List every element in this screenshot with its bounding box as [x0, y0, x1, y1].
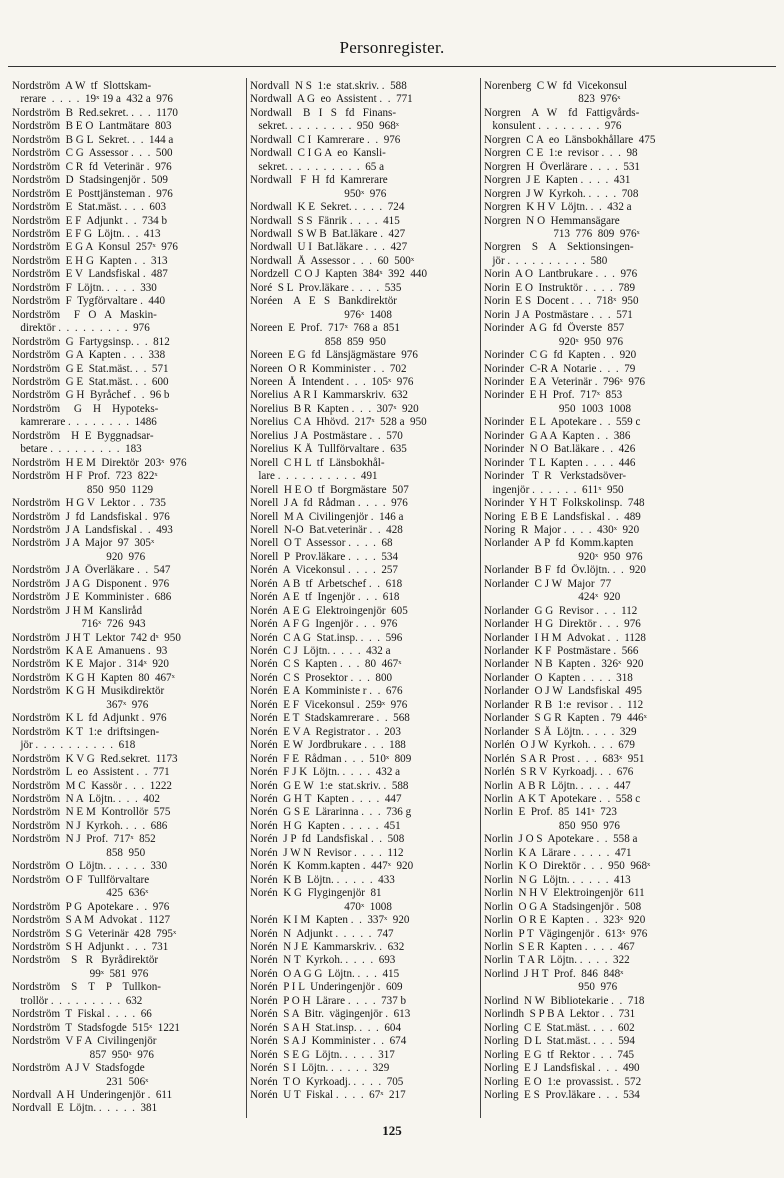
- register-entry-line: Norén E F Vicekonsul . 259ˣ 976: [250, 698, 408, 711]
- register-entry-line: Norlin K O Direktör . . . 950 968ˣ: [484, 860, 651, 873]
- register-entry-line: Norinder N O Bat.läkare . . 426: [484, 443, 636, 456]
- register-entry-line: Norgren C E 1:e revisor . . . 98: [484, 147, 638, 160]
- register-entry-line: Norelius J A Postmästare . . 570: [250, 429, 403, 442]
- register-entry-line: Norén S E G Löjtn. . . . . 317: [250, 1048, 395, 1061]
- register-entry-line: Norell N-O Bat.veterinär . . 428: [250, 523, 403, 536]
- register-entry-line: Nordström F O A Maskin-: [12, 308, 157, 321]
- register-entry-line: Nordström O F Tullförvaltare: [12, 873, 150, 886]
- register-entry-line: Noreen Å Intendent . . . 105ˣ 976: [250, 375, 414, 388]
- register-entry-line: Norlin E Prof. 85 141ˣ 723: [484, 806, 617, 819]
- register-entry-line: Nordström S G Veterinär 428 795ˣ: [12, 927, 177, 940]
- register-entry-line: Norelius K Å Tullförvaltare . 635: [250, 443, 407, 456]
- register-entry-line: Nordström E H G Kapten . . 313: [12, 254, 168, 267]
- register-entry-line: Norling E S Prov.läkare . . . 534: [484, 1088, 640, 1101]
- register-entry-line: Nordwall S S Fänrik . . . . 415: [250, 214, 400, 227]
- register-entry-line: Nordström J A Landsfiskal . . 493: [12, 523, 173, 536]
- register-entry-line: jör . . . . . . . . . . 580: [484, 254, 608, 267]
- register-entry-line: Norlin T A R Löjtn. . . . . 322: [484, 954, 630, 967]
- register-entry-line: Norén A Vicekonsul . . . . 257: [250, 564, 398, 577]
- register-entry-line: Nordström J A Major 97 305ˣ: [12, 537, 155, 550]
- register-entry-line: Norén E V A Registrator . . 203: [250, 725, 401, 738]
- register-entry-line: Norling C E Stat.mäst. . . . 602: [484, 1021, 635, 1034]
- register-entry-line: 857 950ˣ 976: [12, 1048, 154, 1061]
- register-entry-line: Norlander B F fd Öv.löjtn. . . 920: [484, 564, 646, 577]
- register-column-3: [484, 80, 714, 1102]
- register-entry-line: Nordström K E Major . 314ˣ 920: [12, 658, 169, 671]
- register-entry-line: Norlind N W Bibliotekarie . . 718: [484, 994, 645, 1007]
- register-entry-line: Nordström K L fd Adjunkt . 976: [12, 712, 167, 725]
- register-entry-line: Norlander K F Postmästare . 566: [484, 645, 639, 658]
- register-entry-line: Norén O A G G Löjtn. . . . 415: [250, 967, 400, 980]
- register-entry-line: Norlander O J W Landsfiskal 495: [484, 685, 642, 698]
- register-entry-line: Nordvall E Löjtn. . . . . . 381: [12, 1102, 158, 1115]
- register-entry-line: Norinder G A A Kapten . . 386: [484, 429, 631, 442]
- register-entry-line: Norin J A Postmästare . . . 571: [484, 308, 633, 321]
- register-entry-line: Norén S A J Komminister . . 674: [250, 1035, 407, 1048]
- register-entry-line: Noréen A E S Bankdirektör: [250, 295, 397, 308]
- register-entry-line: Nordström E F G Löjtn. . . 413: [12, 227, 161, 240]
- register-entry-line: Norén N Adjunkt . . . . . 747: [250, 927, 394, 940]
- register-entry-line: Norén G E W 1:e stat.skriv. . 588: [250, 779, 409, 792]
- register-entry-line: 850 950 1129: [12, 483, 154, 496]
- register-entry-line: Norlin A K T Apotekare . . 558 c: [484, 793, 641, 806]
- register-entry-line: Norling E J Landsfiskal . . . 490: [484, 1062, 640, 1075]
- register-entry-line: Nordström H E Byggnadsar-: [12, 429, 154, 442]
- register-entry-line: 713 776 809 976ˣ: [484, 227, 640, 240]
- register-entry-line: Norlander S G R Kapten . 79 446ˣ: [484, 712, 647, 725]
- register-entry-line: Nordström M C Kassör . . . 1222: [12, 779, 172, 792]
- register-entry-line: Norinder E H Prof. 717ˣ 853: [484, 389, 623, 402]
- register-entry-line: Norén K G Flygingenjör 81: [250, 887, 382, 900]
- register-entry-line: 823 976ˣ: [484, 93, 621, 106]
- register-entry-line: Nordström J fd Landsfiskal . 976: [12, 510, 170, 523]
- register-entry-line: Norlindh S P B A Lektor . . 731: [484, 1008, 636, 1021]
- register-entry-line: Norén K Komm.kapten . 447ˣ 920: [250, 860, 414, 873]
- register-entry-line: Norell M A Civilingenjör . 146 a: [250, 510, 404, 523]
- register-entry-line: Nordwall F H fd Kamrerare: [250, 174, 388, 187]
- register-entry-line: Nordström N J Kyrkoh. . . . 686: [12, 819, 168, 832]
- register-entry-line: konsulent . . . . . . . . 976: [484, 120, 622, 133]
- register-entry-line: 716ˣ 726 943: [12, 618, 146, 631]
- register-entry-line: Norén A E G Elektroingenjör 605: [250, 604, 408, 617]
- register-entry-line: ingenjör . . . . . . 611ˣ 950: [484, 483, 624, 496]
- register-entry-line: Nordwall S W B Bat.läkare . 427: [250, 227, 406, 240]
- register-entry-line: Norelius A R I Kammarskriv. 632: [250, 389, 408, 402]
- register-entry-line: Nordwall C I Kamrerare . . 976: [250, 133, 401, 146]
- register-entry-line: Nordström C G Assessor . . . 500: [12, 147, 173, 160]
- register-entry-line: 920 976: [12, 550, 146, 563]
- register-entry-line: 99ˣ 581 976: [12, 967, 149, 980]
- register-entry-line: Norén C A G Stat.insp. . . . 596: [250, 631, 403, 644]
- register-entry-line: Nordström G E Stat.mäst. . . 600: [12, 375, 169, 388]
- register-entry-line: Norén C S Prosektor . . . 800: [250, 671, 393, 684]
- register-entry-line: Norlander H G Direktör . . . 976: [484, 618, 641, 631]
- register-entry-line: Nordzell C O J Kapten 384ˣ 392 440: [250, 268, 427, 281]
- register-entry-line: Norin E O Instruktör . . . . 789: [484, 281, 635, 294]
- register-entry-line: Norén A E tf Ingenjör . . . 618: [250, 591, 400, 604]
- register-entry-line: Noring E B E Landsfiskal . . 489: [484, 510, 641, 523]
- register-entry-line: Nordström J A Överläkare . . 547: [12, 564, 171, 577]
- register-entry-line: Nordvall N S 1:e stat.skriv. . 588: [250, 80, 407, 92]
- register-entry-line: Nordström S H Adjunkt . . . 731: [12, 941, 169, 953]
- register-entry-line: Norlander R B 1:e revisor . . 112: [484, 698, 644, 711]
- register-entry-line: Norinder Y H T Folkskolinsp. 748: [484, 497, 645, 510]
- register-entry-line: Norling E O 1:e provassist. . 572: [484, 1075, 642, 1088]
- register-entry-line: Nordvall A H Underingenjör . 611: [12, 1088, 173, 1101]
- register-entry-line: Noring R Major . . . . 430ˣ 920: [484, 523, 640, 536]
- register-entry-line: Norén E T Stadskamrerare . . 568: [250, 712, 410, 725]
- register-entry-line: 950 976: [484, 981, 618, 994]
- register-entry-line: Norelius C A Hhövd. 217ˣ 528 a 950: [250, 416, 427, 429]
- register-entry-line: Norgren J W Kyrkoh. . . . . 708: [484, 187, 639, 200]
- register-entry-line: Norgren H Överlärare . . . . 531: [484, 160, 640, 173]
- register-entry-line: Nordström K A E Amanuens . 93: [12, 645, 168, 658]
- register-entry-line: betare . . . . . . . . . 183: [12, 443, 142, 456]
- register-entry-line: Norinder C G fd Kapten . . 920: [484, 349, 637, 362]
- register-entry-line: Nordström D Stadsingenjör . 509: [12, 174, 168, 187]
- register-entry-line: Norlén S R V Kyrkoadj. . . 676: [484, 766, 634, 779]
- register-entry-line: Norén G H T Kapten . . . . 447: [250, 793, 402, 806]
- register-entry-line: 950 1003 1008: [484, 402, 631, 415]
- register-entry-line: Norén K B Löjtn. . . . . . 433: [250, 873, 395, 886]
- register-entry-line: Nordström N J Prof. 717ˣ 852: [12, 833, 156, 846]
- register-entry-line: 231 506ˣ: [12, 1075, 149, 1088]
- column-divider: [480, 78, 481, 1118]
- register-entry-line: Nordström J H T Lektor 742 dˣ 950: [12, 631, 181, 644]
- register-entry-line: Norén S A Bitr. vägingenjör . 613: [250, 1008, 411, 1021]
- register-entry-line: Norén K I M Kapten . . 337ˣ 920: [250, 914, 410, 927]
- register-entry-line: Nordström N E M Kontrollör 575: [12, 806, 171, 819]
- register-entry-line: Nordström C R fd Veterinär . 976: [12, 160, 172, 173]
- register-entry-line: Norén P I L Underingenjör . 609: [250, 981, 403, 994]
- register-entry-line: Nordström O Löjtn. . . . . . 330: [12, 860, 167, 873]
- register-entry-line: Norén U T Fiskal . . . . 67ˣ 217: [250, 1088, 406, 1101]
- register-entry-line: 858 950: [12, 846, 146, 859]
- register-entry-line: Nordström E Stat.mäst. . . . 603: [12, 201, 167, 214]
- register-entry-line: Norén J W N Revisor . . . . 112: [250, 846, 404, 859]
- register-entry-line: 367ˣ 976: [12, 698, 149, 711]
- register-entry-line: Norén E A Komministe r . . 676: [250, 685, 403, 698]
- register-entry-line: Norlin A B R Löjtn. . . . . 447: [484, 779, 631, 792]
- register-entry-line: Norenberg C W fd Vicekonsul: [484, 80, 628, 92]
- register-entry-line: Nordström S A M Advokat . 1127: [12, 914, 170, 927]
- register-entry-line: Norén C S Kapten . . . 80 467ˣ: [250, 658, 402, 671]
- register-entry-line: Norlander I H M Advokat . . 1128: [484, 631, 646, 644]
- register-entry-line: Nordström A W tf Slottskam-: [12, 80, 152, 92]
- register-entry-line: direktör . . . . . . . . . 976: [12, 322, 150, 335]
- register-entry-line: Norinder E A Veterinär . 796ˣ 976: [484, 375, 646, 388]
- register-entry-line: Nordström E F Adjunkt . . 734 b: [12, 214, 168, 227]
- register-entry-line: Nordström P G Apotekare . . 976: [12, 900, 170, 913]
- register-entry-line: Norlander C J W Major 77: [484, 577, 612, 590]
- register-entry-line: Noreen E G fd Länsjägmästare 976: [250, 349, 418, 362]
- register-entry-line: Norén E W Jordbrukare . . . 188: [250, 739, 406, 752]
- register-entry-line: Nordström G H Hypoteks-: [12, 402, 159, 415]
- register-entry-line: Norgren N O Hemmansägare: [484, 214, 620, 227]
- register-entry-line: Nordwall A G eo Assistent . . 771: [250, 93, 413, 106]
- register-entry-line: Norgren C A eo Länsbokhållare 475: [484, 133, 656, 146]
- column-divider: [246, 78, 247, 1118]
- register-entry-line: 950ˣ 976: [250, 187, 387, 200]
- register-entry-line: Norén S A H Stat.insp. . . . 604: [250, 1021, 402, 1034]
- register-entry-line: lare . . . . . . . . . . 491: [250, 470, 378, 483]
- register-column-2: [250, 80, 477, 1102]
- register-entry-line: Norelius B R Kapten . . . 307ˣ 920: [250, 402, 419, 415]
- register-entry-line: Nordström G H Byråchef . . 96 b: [12, 389, 170, 402]
- register-entry-line: Nordström E Posttjänsteman . 976: [12, 187, 173, 200]
- register-entry-line: Nordwall U I Bat.läkare . . . 427: [250, 241, 408, 254]
- register-entry-line: Norell C H L tf Länsbokhål-: [250, 456, 385, 469]
- register-entry-line: Norell H E O tf Borgmästare 507: [250, 483, 409, 496]
- register-entry-line: Norell O T Assessor . . . . 68: [250, 537, 393, 550]
- register-entry-line: Nordström G Fartygsinsp. . . 812: [12, 335, 170, 348]
- register-entry-line: Nordström K G H Kapten 80 467ˣ: [12, 671, 175, 684]
- register-entry-line: sekret. . . . . . . . . . 65 a: [250, 160, 385, 173]
- register-entry-line: Norlander S Å Löjtn. . . . . 329: [484, 725, 637, 738]
- register-entry-line: Nordström H F Prof. 723 822ˣ: [12, 470, 158, 483]
- register-entry-line: Nordström K T 1:e driftsingen-: [12, 725, 160, 738]
- register-entry-line: Norlin O R E Kapten . . 323ˣ 920: [484, 914, 646, 927]
- register-entry-line: Norén F E Rådman . . . 510ˣ 809: [250, 752, 412, 765]
- register-entry-line: 470ˣ 1008: [250, 900, 392, 913]
- register-entry-line: Nordström B Red.sekret. . . . 1170: [12, 106, 178, 119]
- register-entry-line: Norlin N G Löjtn. . . . . . 413: [484, 873, 631, 886]
- register-entry-line: Norlander N B Kapten . 326ˣ 920: [484, 658, 644, 671]
- register-entry-line: Nordström B E O Lantmätare 803: [12, 120, 172, 133]
- register-entry-line: Norén A F G Ingenjör . . . 976: [250, 618, 398, 631]
- register-entry-line: Norlin S E R Kapten . . . . 467: [484, 941, 635, 953]
- register-entry-line: 858 859 950: [250, 335, 386, 348]
- page-title: Personregister.: [339, 38, 445, 57]
- register-entry-line: Norell P Prov.läkare . . . . 534: [250, 550, 398, 563]
- register-entry-line: 920ˣ 950 976: [484, 550, 643, 563]
- register-entry-line: Norlin P T Vägingenjör . 613ˣ 976: [484, 927, 648, 940]
- register-entry-line: Nordström E G A Konsul 257ˣ 976: [12, 241, 178, 254]
- register-entry-line: Noré S L Prov.läkare . . . . 535: [250, 281, 402, 294]
- register-entry-line: sekret. . . . . . . . . 950 968ˣ: [250, 120, 399, 133]
- register-entry-line: Nordström L eo Assistent . . 771: [12, 766, 170, 779]
- register-entry-line: Nordwall K E Sekret. . . . . 724: [250, 201, 405, 214]
- register-entry-line: Nordström K G H Musikdirektör: [12, 685, 165, 698]
- register-entry-line: Nordström N A Löjtn. . . . 402: [12, 793, 160, 806]
- register-entry-line: Norén P O H Lärare . . . . 737 b: [250, 994, 407, 1007]
- register-entry-line: Norling E G tf Rektor . . . 745: [484, 1048, 635, 1061]
- register-entry-line: Norling D L Stat.mäst. . . . 594: [484, 1035, 635, 1048]
- register-entry-line: Nordwall C I G A eo Kansli-: [250, 147, 386, 160]
- register-entry-line: Norén S I Löjtn. . . . . . 329: [250, 1062, 390, 1075]
- register-entry-line: Nordström F Löjtn. . . . . 330: [12, 281, 157, 294]
- register-entry-line: 976ˣ 1408: [250, 308, 392, 321]
- register-entry-line: Norlin N H V Elektroingenjör 611: [484, 887, 645, 900]
- register-entry-line: Norlander O Kapten . . . . 318: [484, 671, 633, 684]
- register-entry-line: Nordström J A G Disponent . 976: [12, 577, 170, 590]
- register-entry-line: kamrerare . . . . . . . . 1486: [12, 416, 157, 429]
- register-entry-line: Norlander G G Revisor . . . 112: [484, 604, 638, 617]
- register-entry-line: Norell J A fd Rådman . . . . 976: [250, 497, 408, 510]
- register-entry-line: 424ˣ 920: [484, 591, 621, 604]
- register-entry-line: Norinder E L Apotekare . . 559 c: [484, 416, 641, 429]
- register-entry-line: Nordström J E Komminister . 686: [12, 591, 172, 604]
- register-entry-line: Nordström T Fiskal . . . . 66: [12, 1008, 152, 1021]
- register-entry-line: Nordström G E Stat.mäst. . . 571: [12, 362, 169, 375]
- register-entry-line: 920ˣ 950 976: [484, 335, 624, 348]
- register-entry-line: Nordström S R Byrådirektör: [12, 954, 159, 967]
- register-entry-line: Norinder T R Verkstadsöver-: [484, 470, 627, 483]
- register-entry-line: Norén C J Löjtn. . . . . 432 a: [250, 645, 391, 658]
- register-entry-line: Norin A O Lantbrukare . . . 976: [484, 268, 638, 281]
- register-entry-line: Norlind J H T Prof. 846 848ˣ: [484, 967, 624, 980]
- page-number: 125: [382, 1123, 402, 1138]
- register-entry-line: Norgren S A Sektionsingen-: [484, 241, 634, 254]
- register-entry-line: Norén H G Kapten . . . . . 451: [250, 819, 401, 832]
- register-entry-line: Nordström V F A Civilingenjör: [12, 1035, 157, 1048]
- register-entry-line: Norlander A P fd Komm.kapten: [484, 537, 634, 550]
- register-entry-line: Norinder C-R A Notarie . . . 79: [484, 362, 636, 375]
- register-entry-line: Norin E S Docent . . . 718ˣ 950: [484, 295, 639, 308]
- register-entry-line: Nordström S T P Tullkon-: [12, 981, 161, 994]
- register-entry-line: trollör . . . . . . . . . 632: [12, 994, 143, 1007]
- register-entry-line: Noreen O R Komminister . . 702: [250, 362, 407, 375]
- register-entry-line: Norén J P fd Landsfiskal . . 508: [250, 833, 405, 846]
- register-entry-line: Norlin O G A Stadsingenjör . 508: [484, 900, 642, 913]
- register-entry-line: Norlin K A Lärare . . . . . 471: [484, 846, 632, 859]
- register-entry-line: Norén F J K Löjtn. . . . . 432 a: [250, 766, 401, 779]
- register-entry-line: Norén A B tf Arbetschef . . 618: [250, 577, 403, 590]
- register-column-1: [12, 80, 244, 1116]
- register-entry-line: 850 950 976: [484, 819, 620, 832]
- register-entry-line: Nordström H E M Direktör 203ˣ 976: [12, 456, 187, 469]
- register-entry-line: Norén N J E Kammarskriv. . 632: [250, 941, 405, 953]
- register-entry-line: Nordström F Tygförvaltare . 440: [12, 295, 166, 308]
- register-entry-line: Noreen E Prof. 717ˣ 768 a 851: [250, 322, 400, 335]
- register-entry-line: Norgren J E Kapten . . . . 431: [484, 174, 631, 187]
- register-entry-line: Norinder T L Kapten . . . . 446: [484, 456, 636, 469]
- register-entry-line: Nordström B G L Sekret. . . 144 a: [12, 133, 174, 146]
- register-entry-line: Nordström H G V Lektor . . 735: [12, 497, 166, 510]
- register-entry-line: Nordström K V G Red.sekret. 1173: [12, 752, 178, 765]
- register-entry-line: Nordström A J V Stadsfogde: [12, 1062, 145, 1075]
- register-entry-line: Nordström E V Landsfiskal . 487: [12, 268, 168, 281]
- register-entry-line: Nordström G A Kapten . . . 338: [12, 349, 166, 362]
- register-entry-line: rerare . . . . 19ˣ 19 a 432 a 976: [12, 93, 173, 106]
- register-entry-line: 425 636ˣ: [12, 887, 149, 900]
- register-entry-line: Norgren K H V Löjtn. . . 432 a: [484, 201, 632, 214]
- register-entry-line: Nordwall Å Assessor . . . 60 500ˣ: [250, 254, 415, 267]
- register-entry-line: Norgren A W fd Fattigvårds-: [484, 106, 640, 119]
- header-rule: [8, 66, 776, 67]
- register-entry-line: Norén T O Kyrkoadj. . . . . 705: [250, 1075, 404, 1088]
- register-entry-line: Norlén S A R Prost . . . 683ˣ 951: [484, 752, 645, 765]
- register-entry-line: Norinder A G fd Överste 857: [484, 322, 625, 335]
- register-entry-line: Nordström T Stadsfogde 515ˣ 1221: [12, 1021, 180, 1034]
- register-entry-line: Norén G S E Lärarinna . . . 736 g: [250, 806, 412, 819]
- register-entry-line: Nordström J H M Kansliråd: [12, 604, 143, 617]
- register-entry-line: Nordwall B I S fd Finans-: [250, 106, 397, 119]
- register-entry-line: Norlén O J W Kyrkoh. . . . 679: [484, 739, 635, 752]
- register-entry-line: Norén N T Kyrkoh. . . . . 693: [250, 954, 396, 967]
- register-entry-line: jör . . . . . . . . . . 618: [12, 739, 136, 752]
- register-entry-line: Norlin J O S Apotekare . . 558 a: [484, 833, 638, 846]
